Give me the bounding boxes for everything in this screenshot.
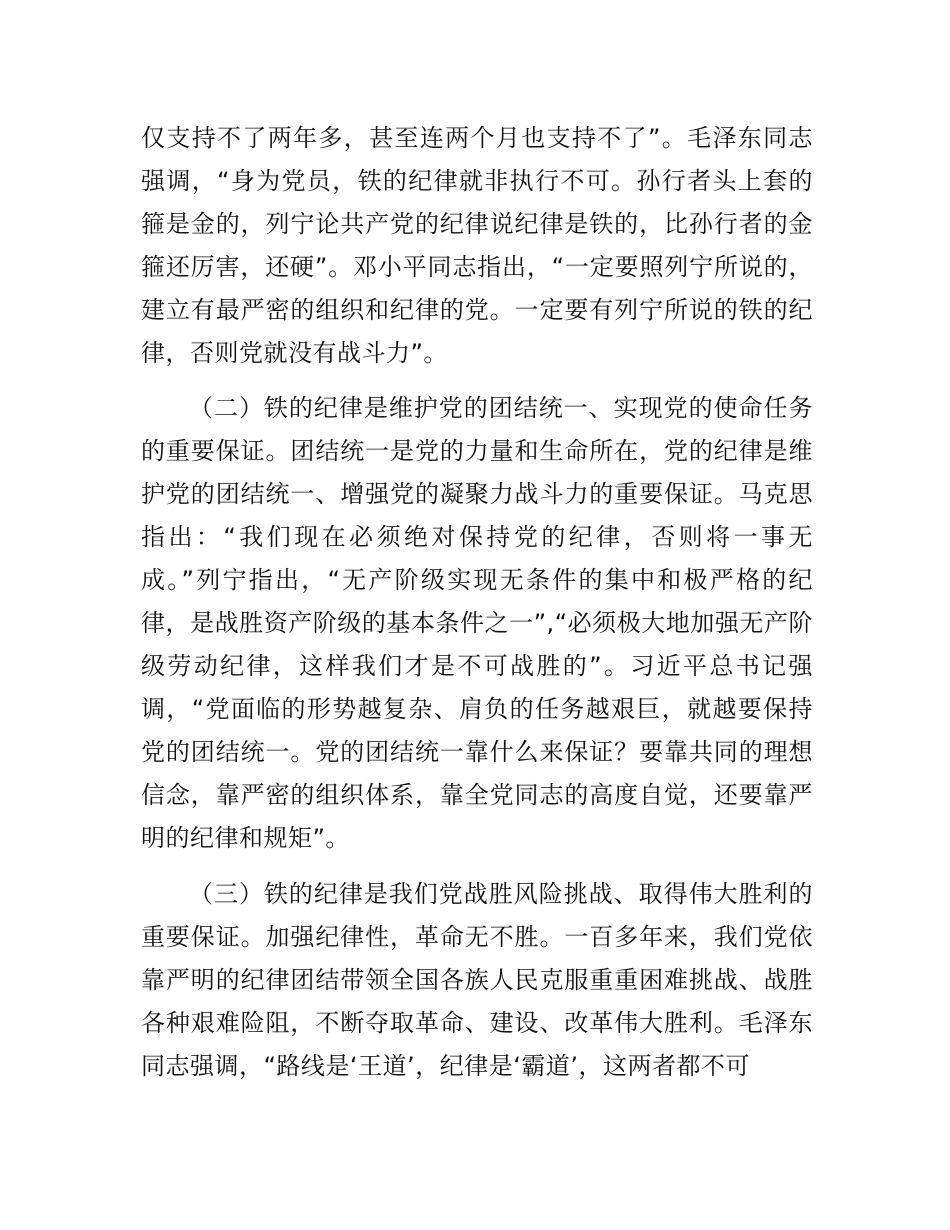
paragraph-text: （三）铁的纪律是我们党战胜风险挑战、取得伟大胜利的重要保证。加强纪律性，革命无不胜。一百多年来，我们党依靠严明的纪律团结带领全国各族人民克服重重困难挑战、战胜各种艰难险阻，不断夺取革命、建设、改革伟大胜利。毛泽东同志强调，“路线是‘王道’，纪律是‘霸道’，这两者都不可 (141, 880, 813, 1080)
paragraph-text: （二）铁的纪律是维护党的团结统一、实现党的使命任务的重要保证。团结统一是党的力量和生命所在，党的纪律是维护党的团结统一、增强党的凝聚力战斗力的重要保证。马克思指出：“我们现在必须绝对保持党的纪律，否则将一事无成。”列宁指出，“无产阶级实现无条件的集中和极严格的纪律，是战胜资产阶级的基本条件之一”,“必须极大地加强无产阶级劳动纪律，这样我们才是不可战胜的”。习近平总书记强调，“党面临的形势越复杂、肩负的任务越艰巨，就越要保持党的团结统一。党的团结统一靠什么来保证？要靠共同的理想信念，靠严密的组织体系，靠全党同志的高度自觉，还要靠严明的纪律和规矩”。 (141, 394, 813, 852)
paragraph-section-three (141, 873, 813, 1088)
paragraph-continuation (141, 117, 813, 375)
paragraph-section-two (141, 387, 813, 860)
paragraph-text: 仅支持不了两年多，甚至连两个月也支持不了”。毛泽东同志强调，“身为党员，铁的纪律就非执行不可。孙行者头上套的箍是金的，列宁论共产党的纪律说纪律是铁的，比孙行者的金箍还厉害，还硬”。邓小平同志指出，“一定要照列宁所说的，建立有最严密的组织和纪律的党。一定要有列宁所说的铁的纪律，否则党就没有战斗力”。 (141, 124, 813, 367)
